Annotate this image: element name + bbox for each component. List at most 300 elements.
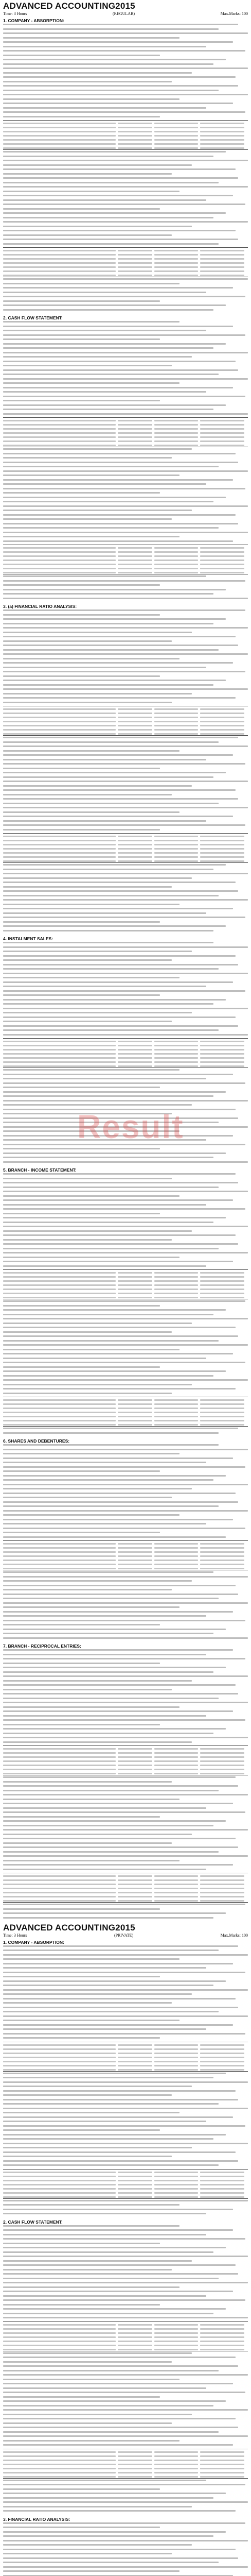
- text-line: [3, 824, 245, 826]
- table-cell: [3, 1297, 116, 1298]
- text-line: [3, 1157, 213, 1158]
- table-row: [3, 1291, 248, 1295]
- table-cell: [118, 2184, 152, 2185]
- text-line: [3, 2209, 233, 2210]
- table-cell: [200, 131, 244, 132]
- paper-title-private: ADVANCED ACCOUNTING2015: [3, 1922, 135, 1933]
- text-line: [3, 1318, 248, 1319]
- table-cell: [154, 266, 199, 268]
- text-line: [3, 1234, 236, 1236]
- text-line: [3, 2435, 248, 2437]
- text-line: [3, 1248, 219, 1249]
- table-cell: [118, 1297, 152, 1298]
- table-row: [3, 273, 248, 277]
- table-cell: [118, 2192, 152, 2194]
- table-cell: [200, 1756, 244, 1758]
- text-line: [3, 2278, 219, 2279]
- text-line: [3, 1327, 236, 1328]
- text-line: [3, 908, 233, 909]
- text-line: [3, 1842, 172, 1844]
- table-cell: [3, 860, 116, 862]
- text-line: [3, 2422, 172, 2424]
- text-line: [3, 667, 206, 668]
- table-cell: [200, 1276, 244, 1278]
- question-section: [0, 1938, 251, 2215]
- table-cell: [154, 147, 199, 149]
- table-row: [3, 2453, 248, 2458]
- table-cell: [118, 1284, 152, 1286]
- table-cell: [154, 568, 199, 569]
- text-line: [3, 580, 245, 582]
- table-cell: [200, 1875, 244, 1877]
- table-cell: [118, 1065, 152, 1067]
- text-line: [3, 343, 226, 345]
- table-row: [3, 1886, 248, 1890]
- text-line: [3, 2535, 213, 2537]
- question-text-block: [3, 321, 248, 599]
- text-line: [3, 483, 206, 485]
- text-line: [3, 2143, 248, 2144]
- text-line: [3, 514, 236, 516]
- table-row: [3, 2170, 248, 2174]
- table-cell: [154, 1896, 199, 1897]
- text-line: [3, 1195, 180, 1197]
- text-line: [3, 1963, 233, 1964]
- text-line: [3, 497, 226, 498]
- table-cell: [3, 1280, 116, 1282]
- table-cell: [200, 1892, 244, 1893]
- table-cell: [118, 836, 152, 837]
- table-cell: [3, 1289, 116, 1290]
- table-row: [3, 1043, 248, 1047]
- table-cell: [118, 733, 152, 735]
- table-cell: [118, 564, 152, 565]
- text-line: [3, 2313, 213, 2314]
- table-row: [3, 858, 248, 862]
- table-cell: [154, 852, 199, 854]
- table-cell: [118, 1773, 152, 1774]
- table-cell: [3, 2332, 116, 2334]
- text-line: [3, 2225, 180, 2227]
- text-line: [3, 653, 248, 655]
- text-line: [3, 1667, 226, 1668]
- table-cell: [200, 254, 244, 256]
- text-line: [3, 999, 226, 1001]
- text-line: [3, 1698, 219, 1699]
- table-row: [3, 1746, 248, 1750]
- table-row: [3, 562, 248, 566]
- table-cell: [3, 1892, 116, 1893]
- table-row: [3, 2334, 248, 2338]
- text-line: [3, 2020, 180, 2021]
- text-line: [3, 925, 226, 927]
- text-line: [3, 1252, 248, 1253]
- text-line: [3, 1505, 219, 1507]
- table-cell: [200, 2349, 244, 2350]
- text-line: [3, 156, 213, 157]
- text-line: [3, 1187, 219, 1188]
- text-line: [3, 768, 160, 769]
- table-cell: [3, 1756, 116, 1758]
- table-cell: [154, 1416, 199, 1417]
- table-cell: [200, 2451, 244, 2453]
- table-cell: [3, 2476, 116, 2478]
- text-line: [3, 111, 245, 113]
- table-cell: [200, 2324, 244, 2326]
- table-row: [3, 125, 248, 129]
- table-cell: [118, 1564, 152, 1565]
- text-line: [3, 457, 172, 459]
- table-cell: [200, 725, 244, 726]
- table-cell: [200, 572, 244, 573]
- text-line: [3, 2566, 248, 2568]
- text-line: [3, 1003, 213, 1005]
- table-row: [3, 842, 248, 846]
- table-cell: [154, 1280, 199, 1282]
- text-line: [3, 243, 219, 245]
- table-cell: [154, 2188, 199, 2190]
- text-line: [3, 2160, 238, 2162]
- text-line: [3, 1475, 226, 1477]
- text-line: [3, 1261, 233, 1262]
- text-line: [3, 2073, 226, 2074]
- table-row: [3, 145, 248, 149]
- text-line: [3, 226, 192, 227]
- table-cell: [154, 564, 199, 565]
- table-cell: [3, 729, 116, 731]
- table-cell: [154, 2184, 199, 2185]
- table-row: [3, 434, 248, 438]
- text-line: [3, 50, 245, 52]
- table-cell: [154, 1424, 199, 1426]
- table-cell: [154, 836, 199, 837]
- text-line: [3, 680, 226, 681]
- table-cell: [3, 2336, 116, 2338]
- text-line: [3, 737, 238, 738]
- text-line: [3, 697, 236, 699]
- table-row: [3, 2470, 248, 2474]
- table-cell: [200, 1888, 244, 1889]
- table-cell: [154, 2192, 199, 2194]
- table-cell: [200, 147, 244, 149]
- text-line: [3, 2234, 206, 2235]
- table-cell: [154, 440, 199, 442]
- table-cell: [200, 733, 244, 735]
- text-line: [3, 2527, 160, 2528]
- table-cell: [154, 270, 199, 272]
- table-cell: [118, 2061, 152, 2062]
- table-cell: [200, 2065, 244, 2066]
- text-line: [3, 2282, 248, 2283]
- table-cell: [3, 2472, 116, 2473]
- text-line: [3, 877, 192, 879]
- text-line: [3, 977, 180, 978]
- table-cell: [154, 1892, 199, 1893]
- table-cell: [154, 1412, 199, 1413]
- table-cell: [118, 1061, 152, 1063]
- table-cell: [154, 1900, 199, 1902]
- text-line: [3, 688, 248, 690]
- text-line: [3, 2365, 238, 2367]
- table-cell: [200, 432, 244, 434]
- table-cell: [154, 2324, 199, 2326]
- table-cell: [3, 1547, 116, 1549]
- table-cell: [200, 258, 244, 260]
- table-row: [3, 1270, 248, 1274]
- question-text-block: [3, 1945, 248, 2215]
- table-cell: [200, 2184, 244, 2185]
- table-cell: [154, 2044, 199, 2046]
- text-line: [3, 1323, 192, 1324]
- table-cell: [3, 733, 116, 735]
- text-line: [3, 1576, 248, 1578]
- text-line: [3, 1182, 238, 1183]
- text-line: [3, 623, 213, 624]
- table-row: [3, 1063, 248, 1067]
- table-row: [3, 1055, 248, 1059]
- text-line: [3, 1366, 160, 1368]
- table-cell: [154, 2061, 199, 2062]
- text-line: [3, 1178, 172, 1179]
- table-cell: [200, 2180, 244, 2181]
- table-cell: [200, 1041, 244, 1042]
- table-cell: [118, 2476, 152, 2478]
- table-cell: [3, 1568, 116, 1569]
- table-cell: [154, 1289, 199, 1290]
- text-line: [3, 296, 245, 297]
- table-cell: [3, 1560, 116, 1561]
- text-line: [3, 2243, 160, 2244]
- table-cell: [200, 1900, 244, 1902]
- table-cell: [200, 708, 244, 710]
- table-cell: [118, 2451, 152, 2453]
- table-cell: [200, 127, 244, 128]
- table-cell: [118, 1543, 152, 1545]
- table-cell: [200, 1293, 244, 1294]
- table-cell: [154, 436, 199, 438]
- text-line: [3, 1453, 180, 1454]
- table-row: [3, 422, 248, 426]
- table-cell: [200, 420, 244, 421]
- table-cell: [118, 270, 152, 272]
- table-cell: [200, 1760, 244, 1762]
- table-row: [3, 256, 248, 260]
- text-line: [3, 2549, 236, 2550]
- text-line: [3, 662, 233, 664]
- table-cell: [200, 1551, 244, 1553]
- table-cell: [118, 572, 152, 573]
- text-line: [3, 540, 233, 542]
- question-table: [3, 1397, 248, 1427]
- text-line: [3, 46, 206, 47]
- table-cell: [200, 860, 244, 862]
- text-line: [3, 536, 180, 537]
- table-cell: [200, 424, 244, 426]
- table-cell: [3, 844, 116, 845]
- table-cell: [200, 1765, 244, 1766]
- table-cell: [200, 123, 244, 124]
- text-line: [3, 1025, 238, 1027]
- table-cell: [200, 2044, 244, 2046]
- table-row: [3, 2330, 248, 2334]
- table-row: [3, 1047, 248, 1051]
- table-row: [3, 438, 248, 443]
- table-cell: [3, 2464, 116, 2465]
- table-row: [3, 1767, 248, 1771]
- table-cell: [3, 2345, 116, 2346]
- table-cell: [200, 1297, 244, 1298]
- text-line: [3, 2251, 213, 2253]
- text-line: [3, 1239, 172, 1241]
- text-line: [3, 501, 213, 502]
- question-section: [0, 934, 251, 1163]
- text-line: [3, 356, 192, 358]
- text-line: [3, 1741, 192, 1743]
- text-line: [3, 1785, 238, 1787]
- text-line: [3, 195, 233, 196]
- table-row: [3, 2190, 248, 2194]
- text-line: [3, 2308, 226, 2310]
- table-cell: [154, 1748, 199, 1750]
- text-line: [3, 1820, 226, 1822]
- text-line: [3, 759, 206, 760]
- text-line: [3, 532, 248, 533]
- text-line: [3, 1724, 160, 1725]
- table-cell: [200, 1769, 244, 1770]
- text-line: [3, 2260, 192, 2262]
- table-cell: [3, 123, 116, 124]
- table-cell: [3, 440, 116, 442]
- text-line: [3, 1794, 248, 1795]
- table-cell: [3, 135, 116, 137]
- table-cell: [118, 1272, 152, 1274]
- text-line: [3, 2156, 172, 2157]
- table-cell: [154, 1555, 199, 1557]
- question-table: [3, 247, 248, 277]
- text-line: [3, 2147, 192, 2148]
- table-cell: [3, 131, 116, 132]
- table-cell: [3, 2328, 116, 2330]
- table-row: [3, 2322, 248, 2326]
- text-line: [3, 2295, 206, 2297]
- text-line: [3, 2264, 236, 2266]
- table-cell: [3, 2065, 116, 2066]
- table-cell: [3, 258, 116, 260]
- table-cell: [200, 836, 244, 837]
- table-cell: [154, 2065, 199, 2066]
- text-line: [3, 1388, 236, 1389]
- table-cell: [154, 2332, 199, 2334]
- table-cell: [3, 1769, 116, 1770]
- text-line: [3, 589, 226, 590]
- table-cell: [154, 717, 199, 718]
- table-cell: [118, 2172, 152, 2173]
- table-cell: [154, 1420, 199, 1421]
- text-line: [3, 1331, 172, 1333]
- table-row: [3, 121, 248, 125]
- section-heading: 3. (a) FINANCIAL RATIO ANALYSIS:: [3, 604, 77, 609]
- text-line: [3, 912, 206, 914]
- table-cell: [154, 729, 199, 731]
- table-cell: [200, 1284, 244, 1286]
- table-row: [3, 2178, 248, 2182]
- table-cell: [154, 1756, 199, 1758]
- table-cell: [3, 2184, 116, 2185]
- table-cell: [3, 1293, 116, 1294]
- table-row: [3, 1562, 248, 1566]
- table-cell: [118, 721, 152, 722]
- text-line: [3, 1358, 206, 1359]
- table-cell: [118, 2196, 152, 2198]
- table-row: [3, 1422, 248, 1426]
- text-line: [3, 1300, 245, 1302]
- table-cell: [154, 856, 199, 858]
- text-line: [3, 2392, 245, 2393]
- table-cell: [154, 127, 199, 128]
- table-row: [3, 1566, 248, 1570]
- table-cell: [200, 1543, 244, 1545]
- text-line: [3, 1012, 192, 1013]
- text-line: [3, 1370, 226, 1372]
- text-line: [3, 1675, 248, 1677]
- table-cell: [200, 1045, 244, 1046]
- section-heading: 7. BRANCH - RECIPROCAL ENTRIES:: [3, 1643, 81, 1649]
- table-cell: [118, 1551, 152, 1553]
- table-cell: [154, 1297, 199, 1298]
- text-line: [3, 1069, 180, 1071]
- question-table: [3, 1745, 248, 1775]
- text-line: [3, 1637, 248, 1639]
- question-section: [0, 1165, 251, 1434]
- table-cell: [118, 1568, 152, 1569]
- table-cell: [118, 250, 152, 251]
- text-line: [3, 598, 248, 599]
- table-row: [3, 1549, 248, 1553]
- text-line: [3, 1846, 238, 1848]
- text-line: [3, 32, 248, 34]
- table-cell: [118, 1049, 152, 1050]
- table-row: [3, 850, 248, 854]
- table-cell: [118, 848, 152, 850]
- table-cell: [154, 258, 199, 260]
- text-line: [3, 1305, 160, 1307]
- text-line: [3, 217, 213, 218]
- text-line: [3, 2357, 236, 2358]
- text-line: [3, 1580, 192, 1582]
- table-cell: [154, 2176, 199, 2177]
- table-row: [3, 1750, 248, 1754]
- text-line: [3, 2387, 206, 2389]
- table-cell: [3, 1875, 116, 1877]
- table-cell: [200, 266, 244, 268]
- table-cell: [200, 2188, 244, 2190]
- table-cell: [154, 262, 199, 264]
- text-line: [3, 1855, 248, 1857]
- table-cell: [154, 2196, 199, 2198]
- text-line: [3, 474, 180, 476]
- table-row: [3, 2186, 248, 2190]
- table-cell: [154, 2464, 199, 2465]
- text-line: [3, 1191, 248, 1192]
- text-line: [3, 396, 245, 397]
- table-row: [3, 1754, 248, 1758]
- text-line: [3, 1864, 233, 1866]
- table-row: [3, 2042, 248, 2046]
- table-cell: [200, 2048, 244, 2050]
- section-heading: 2. CASH FLOW STATEMENT:: [3, 2219, 63, 2225]
- table-row: [3, 1051, 248, 1055]
- text-line: [3, 1803, 233, 1804]
